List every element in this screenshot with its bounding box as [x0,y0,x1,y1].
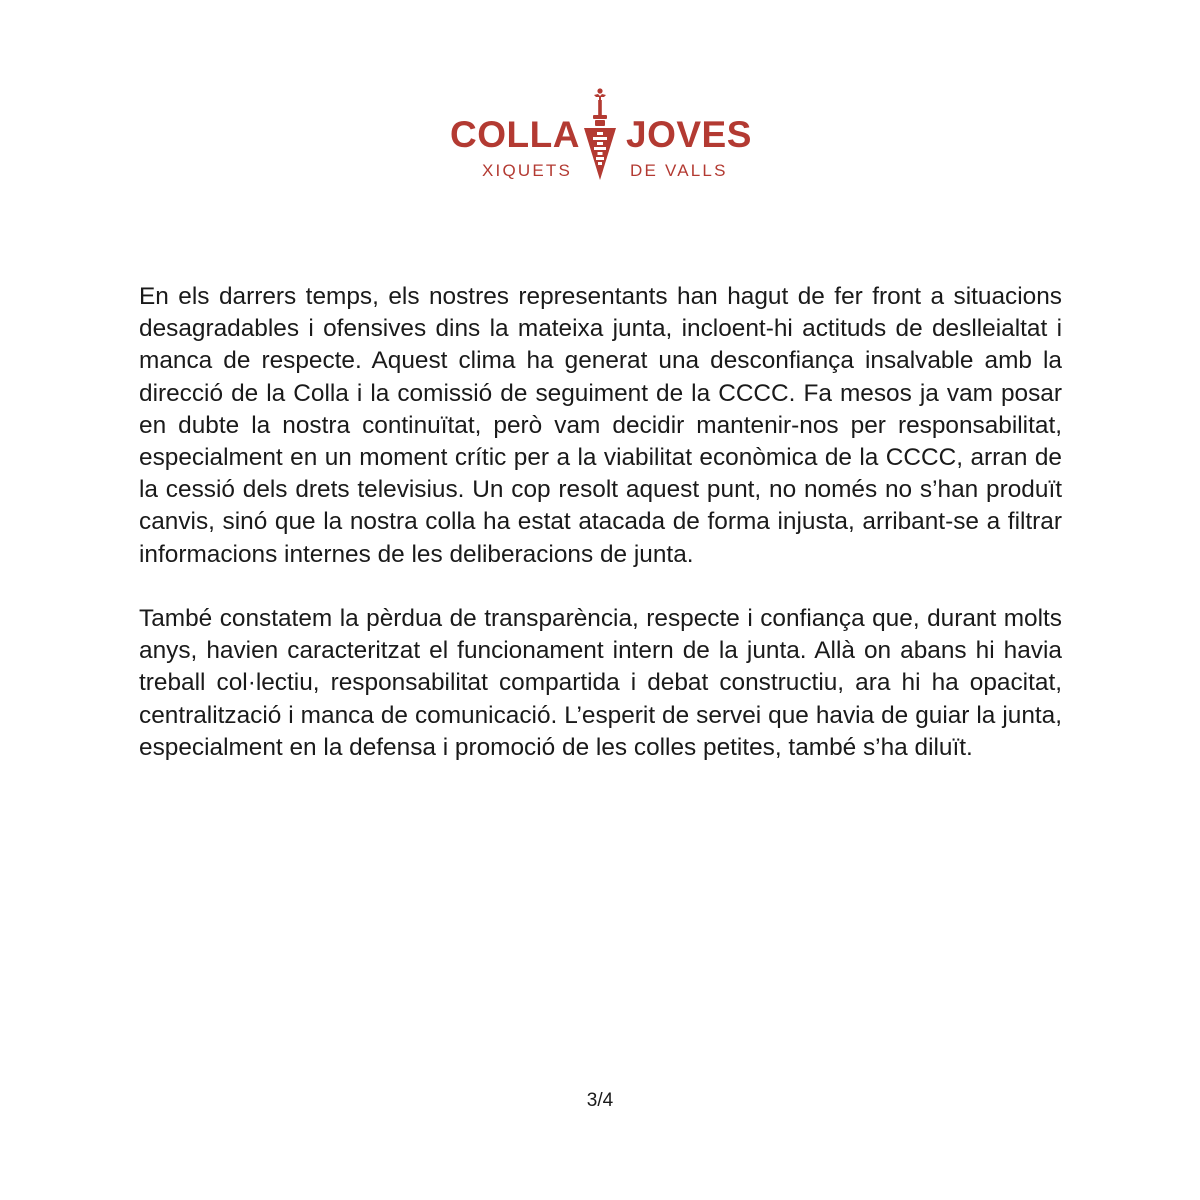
logo-word-de-valls: DE VALLS [630,161,728,180]
casteller-tower-emblem-icon [582,86,618,182]
paragraph-1: En els darrers temps, els nostres representants han hagut de fer front a situacions desagradables i ofensives dins la mateixa junta, incloent-hi actituds de deslleialtat i manca de respecte. Aquest clima ha generat una desconfiança insalvable amb la direcció de la Colla i la comissió de seguiment de la CCCC. Fa mesos ja vam posar en dubte la nostra continuïtat, però vam decidir mantenir-nos per responsabilitat, especialment en un moment crític per a la viabilitat econòmica de la CCCC, arran de la cessió dels drets televisius. Un cop resolt aquest punt, no només no s’han produït canvis, sinó que la nostra colla ha estat atacada de forma injusta, arribant-se a filtrar informacions internes de les deliberacions de junta. [139,283,1062,568]
logo-word-xiquets: XIQUETS [482,161,573,180]
page-number: 3/4 [586,1090,614,1111]
logo-word-colla: COLLA [450,114,580,155]
statement-body [139,281,1062,764]
logo-word-joves: JOVES [626,114,752,155]
colla-joves-logo [450,86,750,186]
paragraph-2: També constatem la pèrdua de transparència, respecte i confiança que, durant molts anys, havien caracteritzat el funcionament intern de la junta. Allà on abans hi havia treball col·lectiu, responsabilitat compartida i debat constructiu, ara hi ha opacitat, centralització i manca de comunicació. L’esperit de servei que havia de guiar la junta, especialment en la defensa i promoció de les colles petites, també s’ha diluït. [139,605,1062,761]
